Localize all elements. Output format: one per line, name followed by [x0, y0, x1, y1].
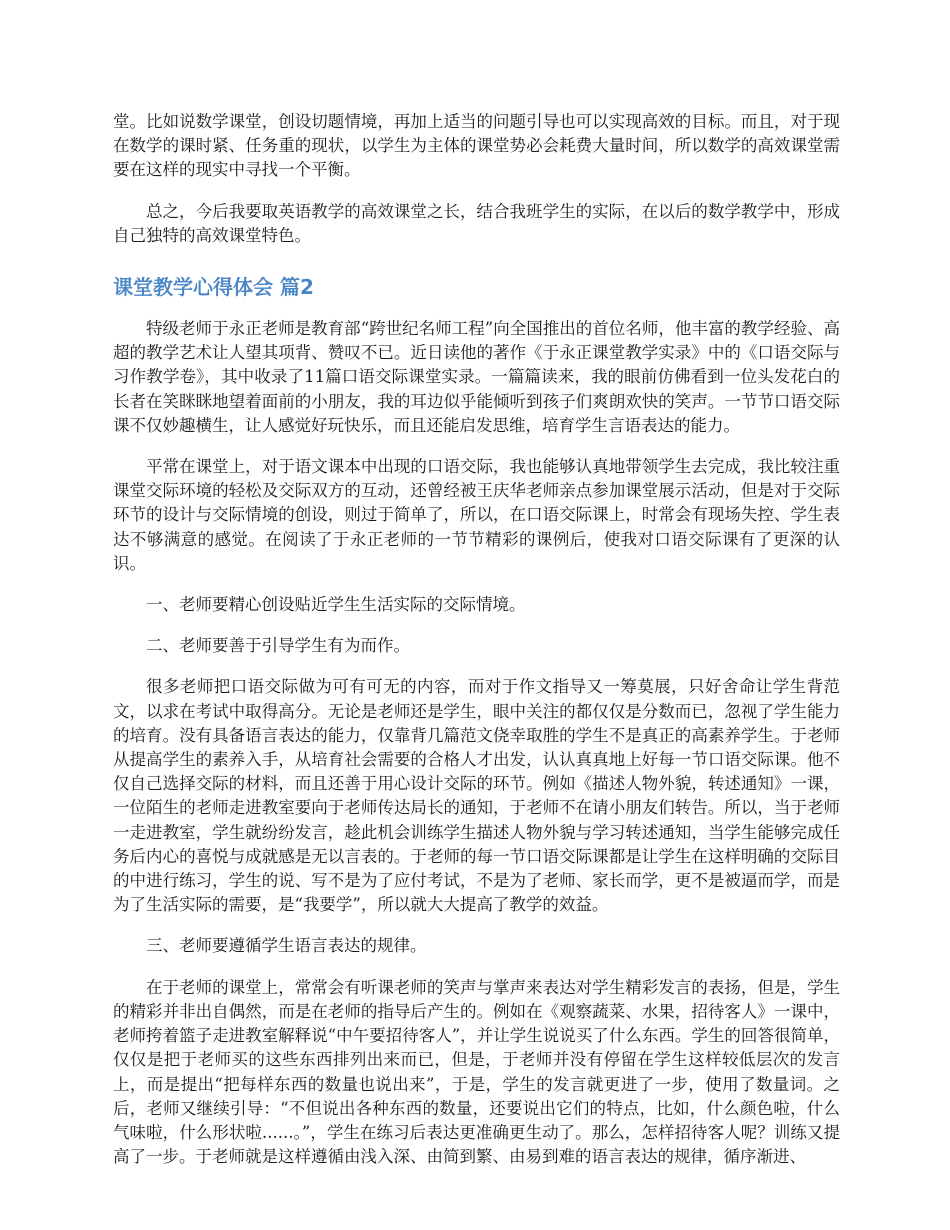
point-two: 二、老师要善于引导学生有为而作。	[146, 636, 410, 656]
paragraph-reflection: 平常在课堂上，对于语文课本中出现的口语交际，我也能够认真地带领学生去完成，我比较注重课堂交际环境的轻松及交际双方的互动，还曾经被王庆华老师亲点参加课堂展示活动，但是对于交际环节的设计与交际情境的创设，则过于简单了，所以，在口语交际课上，时常会有现场失控、学生表达不够满意的感觉。在阅读了于永正老师的一节节精彩的课例后，使我对口语交际课有了更深的认识。	[113, 457, 840, 573]
document-page	[113, 110, 840, 1186]
paragraph-point-two-detail: 很多老师把口语交际做为可有可无的内容，而对于作文指导又一筹莫展，只好舍命让学生背范文，以求在考试中取得高分。无论是老师还是学生，眼中关注的都仅仅是分数而已，忽视了学生能力的培育。没有具备语言表达的能力，仅靠背几篇范文侥幸取胜的学生不是真正的高素养学生。于老师从提高学生的素养入手，从培育社会需要的合格人才出发，认认真真地上好每一节口语交际课。他不仅自己选择交际的材料，而且还善于用心设计交际的环节。例如《描述人物外貌，转述通知》一课，一位陌生的老师走进教室要向于老师传达局长的通知，于老师不在请小朋友们转告。所以，当于老师一走进教室，学生就纷纷发言，趁此机会训练学生描述人物外貌与学习转述通知，当学生能够完成任务后内心的喜悦与成就感是无以言表的。于老师的每一节口语交际课都是让学生在这样明确的交际目的中进行练习，学生的说、写不是为了应付考试，不是为了老师、家长而学，更不是被逼而学，而是为了生活实际的需要，是“我要学”，所以就大大提高了教学的效益。	[113, 677, 840, 915]
paragraph-conclusion: 总之，今后我要取英语教学的高效课堂之长，结合我班学生的实际，在以后的数学教学中，形成自己独特的高效课堂特色。	[113, 201, 840, 245]
point-three: 三、老师要遵循学生语言表达的规律。	[146, 936, 427, 956]
paragraph-intro: 特级老师于永正老师是教育部“跨世纪名师工程”向全国推出的首位名师，他丰富的教学经验、高超的教学艺术让人望其项背、赞叹不已。近日读他的著作《于永正课堂教学实录》中的《口语交际与习作教学卷》，其中收录了11篇口语交际课堂实录。一篇篇读来，我的眼前仿佛看到一位头发花白的长者在笑眯眯地望着面前的小朋友，我的耳边似乎能倾听到孩子们爽朗欢快的笑声。一节节口语交际课不仅妙趣横生，让人感觉好玩快乐，而且还能启发思维，培育学生言语表达的能力。	[113, 319, 840, 435]
section-heading: 课堂教学心得体会 篇2	[113, 275, 314, 300]
paragraph-continued: 堂。比如说数学课堂，创设切题情境，再加上适当的问题引导也可以实现高效的目标。而且，对于现在数学的课时紧、任务重的现状，以学生为主体的课堂势必会耗费大量时间，所以数学的高效课堂需要在这样的现实中寻找一个平衡。	[113, 112, 840, 180]
point-one: 一、老师要精心创设贴近学生生活实际的交际情境。	[146, 595, 526, 615]
paragraph-point-three-detail: 在于老师的课堂上，常常会有听课老师的笑声与掌声来表达对学生精彩发言的表扬，但是，学生的精彩并非出自偶然，而是在老师的指导后产生的。例如在《观察蔬菜、水果，招待客人》一课中，老师挎着篮子走进教室解释说“中午要招待客人”，并让学生说说买了什么东西。学生的回答很简单，仅仅是把于老师买的这些东西排列出来而已，但是，于老师并没有停留在学生这样较低层次的发言上，而是提出“把每样东西的数量也说出来”，于是，学生的发言就更进了一步，使用了数量词。之后，老师又继续引导：“不但说出各种东西的数量，还要说出它们的特点，比如，什么颜色啦，什么气味啦，什么形状啦......。”，学生在练习后表达更准确更生动了。那么，怎样招待客人呢？训练又提高了一步。于老师就是这样遵循由浅入深、由简到繁、由易到难的语言表达的规律，循序渐进、	[113, 977, 840, 1167]
